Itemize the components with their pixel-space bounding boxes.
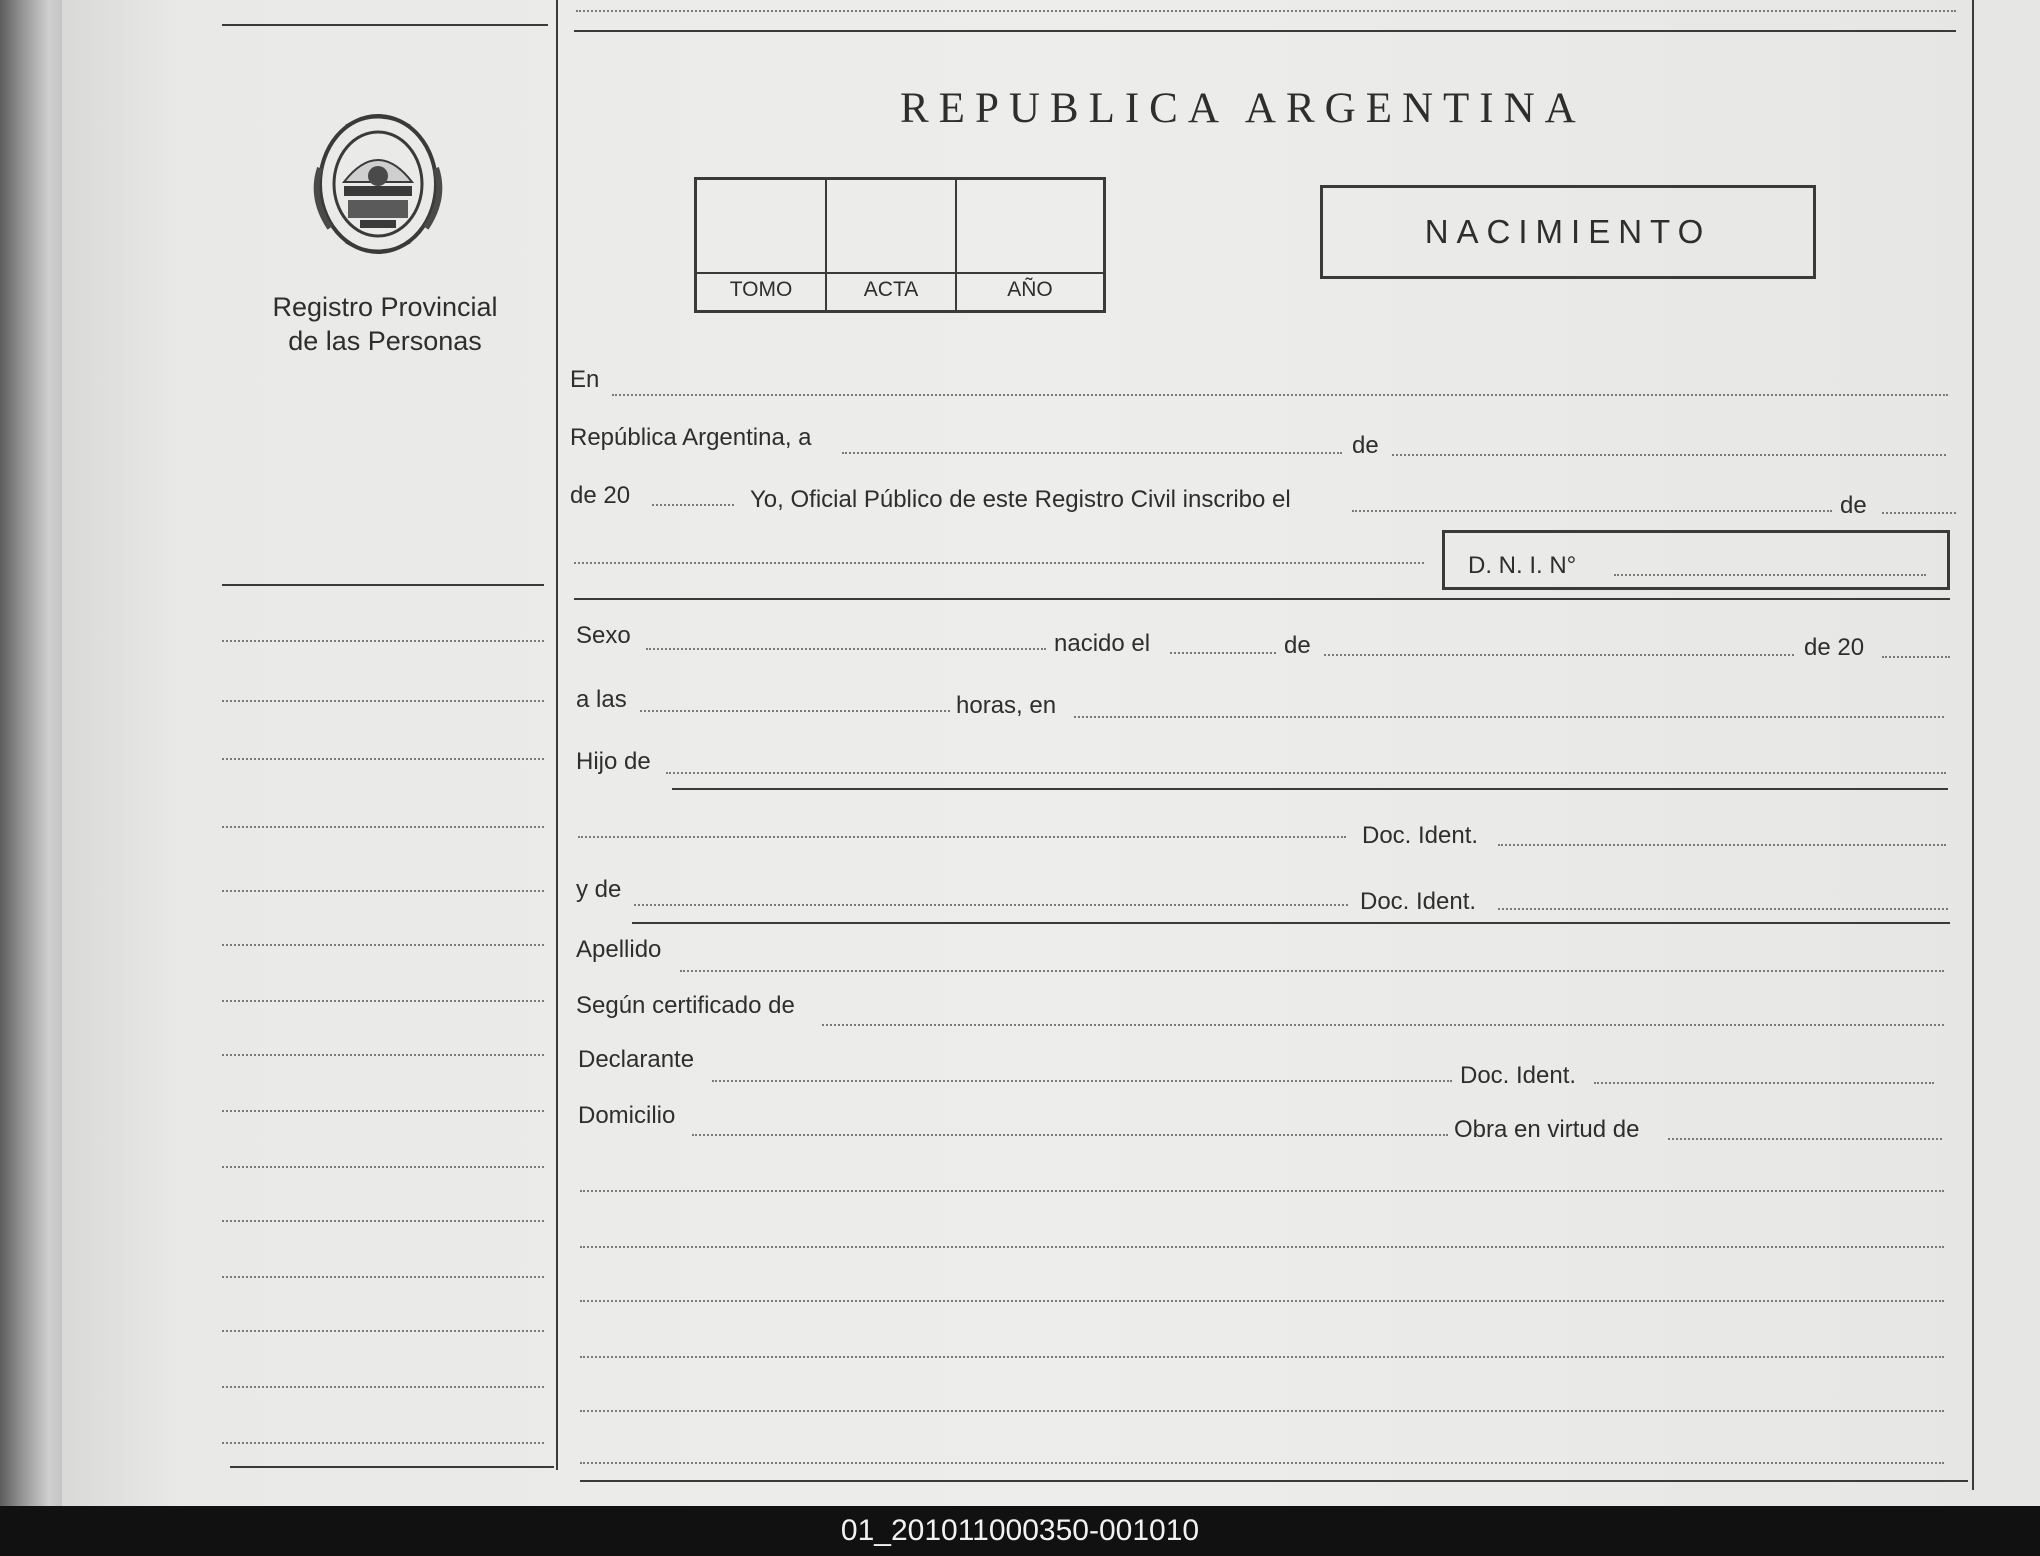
field-line-sexo[interactable] [646, 648, 1046, 650]
field-line-dni[interactable] [1614, 574, 1926, 576]
field-label-de-3: de [1284, 632, 1311, 659]
field-line-inscribo[interactable] [1352, 510, 1832, 512]
image-caption: 01_201011000350-001010 [0, 1506, 2040, 1556]
registry-line-2: de las Personas [288, 326, 482, 356]
notes-line[interactable] [580, 1190, 1944, 1192]
field-line-madre[interactable] [634, 904, 1348, 906]
grid-rule [697, 272, 1103, 274]
margin-line [222, 640, 544, 642]
left-mid-rule [222, 584, 544, 586]
margin-line [222, 1220, 544, 1222]
field-line-dia[interactable] [842, 452, 1342, 454]
notes-line[interactable] [580, 1356, 1944, 1358]
parent-rule-1 [672, 788, 1948, 790]
field-line-de-2[interactable] [1882, 512, 1956, 514]
field-label-yde: y de [576, 876, 622, 903]
margin-line [222, 1442, 544, 1444]
margin-line [222, 890, 544, 892]
field-label-doc-1: Doc. Ident. [1362, 822, 1479, 849]
right-edge-rule [1972, 0, 1974, 1490]
margin-line [222, 1054, 544, 1056]
field-line-nombre[interactable] [574, 562, 1424, 564]
notes-line[interactable] [580, 1300, 1944, 1302]
field-label-sexo: Sexo [576, 622, 631, 649]
margin-line [222, 1330, 544, 1332]
field-line-nacido[interactable] [1170, 652, 1276, 654]
record-grid [694, 177, 1106, 313]
margin-line [222, 758, 544, 760]
field-label-en: En [570, 366, 600, 393]
field-label-doc-2: Doc. Ident. [1360, 888, 1477, 915]
bottom-rule [580, 1480, 1968, 1482]
field-label-de20-2: de 20 [1804, 634, 1865, 661]
column-divider [556, 0, 558, 1470]
notes-line[interactable] [580, 1246, 1944, 1248]
act-type-label: NACIMIENTO [1424, 213, 1712, 250]
margin-line [222, 700, 544, 702]
page-title: REPUBLICA ARGENTINA [900, 85, 1586, 132]
acta-label: ACTA [863, 278, 919, 301]
field-line-en[interactable] [612, 394, 1948, 396]
field-line-mes-nac[interactable] [1324, 654, 1794, 656]
margin-line [222, 826, 544, 828]
margin-line [222, 1110, 544, 1112]
left-bottom-rule [230, 1466, 554, 1468]
field-line-apellido[interactable] [680, 970, 1944, 972]
tomo-label: TOMO [729, 278, 793, 301]
field-label-de: de [1352, 432, 1379, 459]
field-label-declarante: Declarante [578, 1046, 695, 1073]
field-line-doc-2[interactable] [1498, 908, 1948, 910]
top-rule [574, 30, 1956, 32]
field-label-doc-3: Doc. Ident. [1460, 1062, 1577, 1089]
field-label-horas: horas, en [956, 692, 1057, 719]
notes-line[interactable] [580, 1410, 1944, 1412]
field-label-obra: Obra en virtud de [1454, 1116, 1640, 1143]
field-label-nacido: nacido el [1054, 630, 1151, 657]
field-line-doc-3[interactable] [1594, 1082, 1934, 1084]
top-line [576, 10, 1956, 12]
margin-line [222, 944, 544, 946]
act-type-box [1320, 185, 1816, 279]
field-line-doc-1[interactable] [1498, 844, 1946, 846]
field-label-hijo: Hijo de [576, 748, 651, 775]
field-label-republica: República Argentina, a [570, 424, 812, 451]
notes-line[interactable] [580, 1462, 1944, 1464]
parent-rule-2 [632, 922, 1950, 924]
field-line-obra[interactable] [1668, 1138, 1942, 1140]
book-spine-edge [0, 0, 70, 1506]
dni-label: D. N. I. N° [1468, 552, 1577, 579]
margin-line [222, 1000, 544, 1002]
field-line-padre[interactable] [666, 772, 1946, 774]
field-line-anio[interactable] [652, 504, 734, 506]
field-label-de20: de 20 [570, 482, 631, 509]
field-label-oficial: Yo, Oficial Público de este Registro Civil inscribo el [750, 486, 1291, 513]
field-label-segun: Según certificado de [576, 992, 795, 1019]
field-line-hora[interactable] [640, 710, 950, 712]
provincial-seal-icon [310, 108, 446, 260]
margin-line [222, 1276, 544, 1278]
field-label-apellido: Apellido [576, 936, 662, 963]
section-rule-1 [574, 598, 1950, 600]
field-line-anio-nac[interactable] [1882, 656, 1950, 658]
field-line-mes[interactable] [1392, 454, 1946, 456]
field-label-de-2: de [1840, 492, 1867, 519]
field-line-lugar[interactable] [1074, 716, 1944, 718]
left-top-rule [222, 24, 548, 26]
field-label-alas: a las [576, 686, 627, 713]
margin-line [222, 1166, 544, 1168]
field-line-declarante[interactable] [712, 1080, 1452, 1082]
registry-line-1: Registro Provincial [272, 292, 498, 322]
margin-line [222, 1386, 544, 1388]
field-line-padre-2[interactable] [578, 836, 1346, 838]
anio-label: AÑO [1007, 278, 1053, 301]
field-line-segun[interactable] [822, 1024, 1944, 1026]
field-label-domicilio: Domicilio [578, 1102, 676, 1129]
registry-name [230, 290, 540, 358]
field-line-domicilio[interactable] [692, 1134, 1448, 1136]
